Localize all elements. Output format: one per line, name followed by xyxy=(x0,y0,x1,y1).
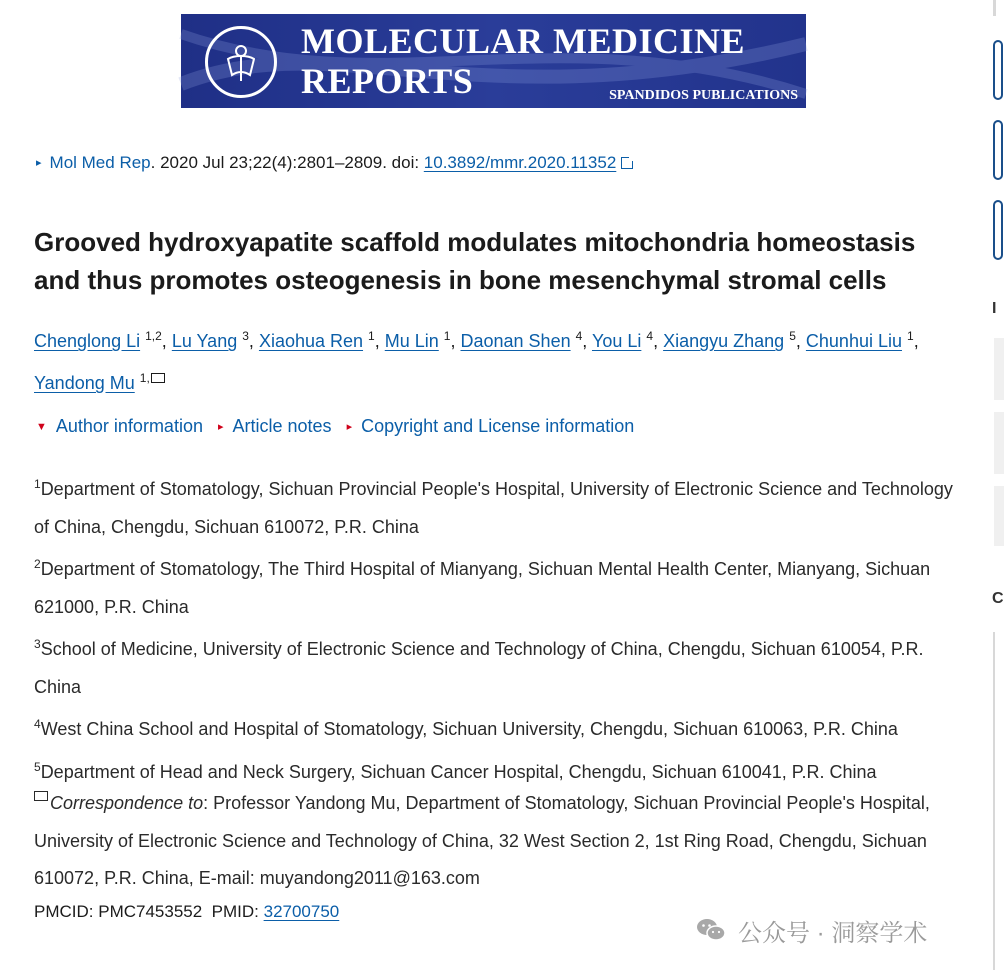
watermark xyxy=(696,913,976,949)
watermark-text: 公众号 · 洞察学术 xyxy=(738,920,928,947)
affiliation-text: Department of Head and Neck Surgery, Sichuan Cancer Hospital, Chengdu, Sichuan 610041, P.R. China xyxy=(40,761,877,782)
caret-right-icon: ▸ xyxy=(217,421,224,433)
affiliation-item xyxy=(34,706,964,749)
caret-right-icon: ▸ xyxy=(346,421,353,433)
author-affiliation-sup: 1,2 xyxy=(145,329,162,343)
banner-title-line1: MOLECULAR MEDICINE xyxy=(301,21,746,61)
author-list: Chenglong Li $^{1,2}$, Lu Yang $^3$, Xiaohua Ren $^1$, Mu Lin $^1$, Daonan Shen $^4$, You Li $^4$, Xiangyu Zhang $^5$, Chunhui Liu $^1$, Yandong Mu $^{1,}$ xyxy=(34,329,919,393)
affiliation-number: 4 xyxy=(34,717,41,731)
article-title: Grooved hydroxyapatite scaffold modulates mitochondria homeostasis and thus promotes osteogenesis in bone mesenchymal stromal cells xyxy=(34,227,916,295)
author-link[interactable]: Xiangyu Zhang xyxy=(663,331,785,351)
author-link[interactable]: Mu Lin xyxy=(384,331,439,351)
affiliation-number: 1 xyxy=(34,477,41,491)
author-information-toggle[interactable] xyxy=(36,416,203,437)
external-link-icon xyxy=(621,157,633,169)
affiliation-list xyxy=(34,466,964,791)
doi-link[interactable]: 10.3892/mmr.2020.11352 xyxy=(423,153,617,172)
sidebar-item[interactable] xyxy=(994,412,1004,474)
affiliation-item xyxy=(34,626,964,706)
author-affiliation-sup: 4 xyxy=(646,329,654,343)
sidebar-edge xyxy=(993,632,995,970)
author-affiliation-sup: 1 xyxy=(368,329,375,343)
sidebar-edge xyxy=(993,0,996,16)
author-affiliation-sup: 1 xyxy=(443,329,451,343)
sidebar-heading-fragment: C xyxy=(992,590,1004,607)
pmid-label: PMID: xyxy=(211,902,264,921)
banner-publisher: SPANDIDOS PUBLICATIONS xyxy=(609,88,798,103)
author-information-label[interactable]: Author information xyxy=(55,416,203,436)
affiliation-item xyxy=(34,466,964,546)
affiliation-number: 2 xyxy=(34,557,41,571)
article-notes-label[interactable]: Article notes xyxy=(232,416,332,436)
author-link[interactable]: Yandong Mu xyxy=(34,373,135,393)
author-affiliation-sup: 3 xyxy=(242,329,249,343)
sidebar-item[interactable] xyxy=(994,486,1004,546)
author-affiliation-sup: 4 xyxy=(575,329,583,343)
sidebar-button[interactable] xyxy=(993,120,1003,180)
author-link[interactable]: Lu Yang xyxy=(171,331,238,351)
citation-details: . 2020 Jul 23;22(4):2801–2809. doi: xyxy=(150,153,424,172)
banner-title-line2: REPORTS xyxy=(301,61,474,101)
affiliation-text: Department of Stomatology, The Third Hospital of Mianyang, Sichuan Mental Health Center, Mianyang, Sichuan 621000, P.R. China xyxy=(34,559,931,617)
citation-line xyxy=(36,153,633,173)
sidebar-item[interactable] xyxy=(994,338,1004,400)
article-info-toggles xyxy=(36,416,644,437)
sidebar-heading-fragment: I xyxy=(992,300,997,317)
author-link[interactable]: Chenglong Li xyxy=(34,331,141,351)
author-link[interactable]: Daonan Shen xyxy=(460,331,571,351)
article-notes-toggle[interactable] xyxy=(218,416,332,437)
envelope-icon xyxy=(151,373,165,383)
author-affiliation-sup: 5 xyxy=(789,329,796,343)
author-link[interactable]: Chunhui Liu xyxy=(805,331,902,351)
pmcid-label: PMCID: xyxy=(34,902,99,921)
expand-triangle-icon[interactable]: ▸ xyxy=(36,157,42,169)
copyright-label[interactable]: Copyright and License information xyxy=(361,416,635,436)
affiliation-number: 3 xyxy=(34,637,41,651)
author-affiliation-sup: 1 xyxy=(907,329,914,343)
sidebar-button[interactable] xyxy=(993,40,1003,100)
affiliation-text: School of Medicine, University of Electronic Science and Technology of China, Chengdu, Sichuan 610054, P.R. China xyxy=(34,639,924,697)
correspondence-text: : Professor Yandong Mu, Department of Stomatology, Sichuan Provincial People's Hospital, University of Electronic Science and Technology of China, 32 West Section 2, 1st Ring Road, Chengdu, Sichuan 610072, P.R. China, E-mail: muyandong2011@163.com xyxy=(34,793,930,888)
pmid-link[interactable]: 32700750 xyxy=(263,902,340,921)
affiliation-text: Department of Stomatology, Sichuan Provincial People's Hospital, University of Electronic Science and Technology of China, Chengdu, Sichuan 610072, P.R. China xyxy=(34,479,953,537)
correspondence-label: Correspondence to xyxy=(50,793,204,813)
article-ids xyxy=(34,902,339,922)
author-affiliation-sup: 1, xyxy=(139,371,150,385)
author-link[interactable]: Xiaohua Ren xyxy=(258,331,364,351)
journal-link[interactable]: Mol Med Rep xyxy=(49,153,151,172)
sidebar-button[interactable] xyxy=(993,200,1003,260)
affiliation-number: 5 xyxy=(34,759,41,774)
journal-banner[interactable] xyxy=(181,14,806,108)
author-link[interactable]: You Li xyxy=(591,331,642,351)
copyright-toggle[interactable] xyxy=(347,416,635,437)
correspondence xyxy=(34,785,964,898)
journal-logo-icon xyxy=(205,26,277,98)
wechat-icon xyxy=(696,917,726,943)
affiliation-item xyxy=(34,546,964,626)
caret-down-icon: ▼ xyxy=(36,421,47,433)
envelope-icon xyxy=(34,791,48,801)
pmcid-value: PMC7453552 xyxy=(98,902,203,921)
affiliation-text: West China School and Hospital of Stomatology, Sichuan University, Chengdu, Sichuan 610063, P.R. China xyxy=(40,719,898,739)
